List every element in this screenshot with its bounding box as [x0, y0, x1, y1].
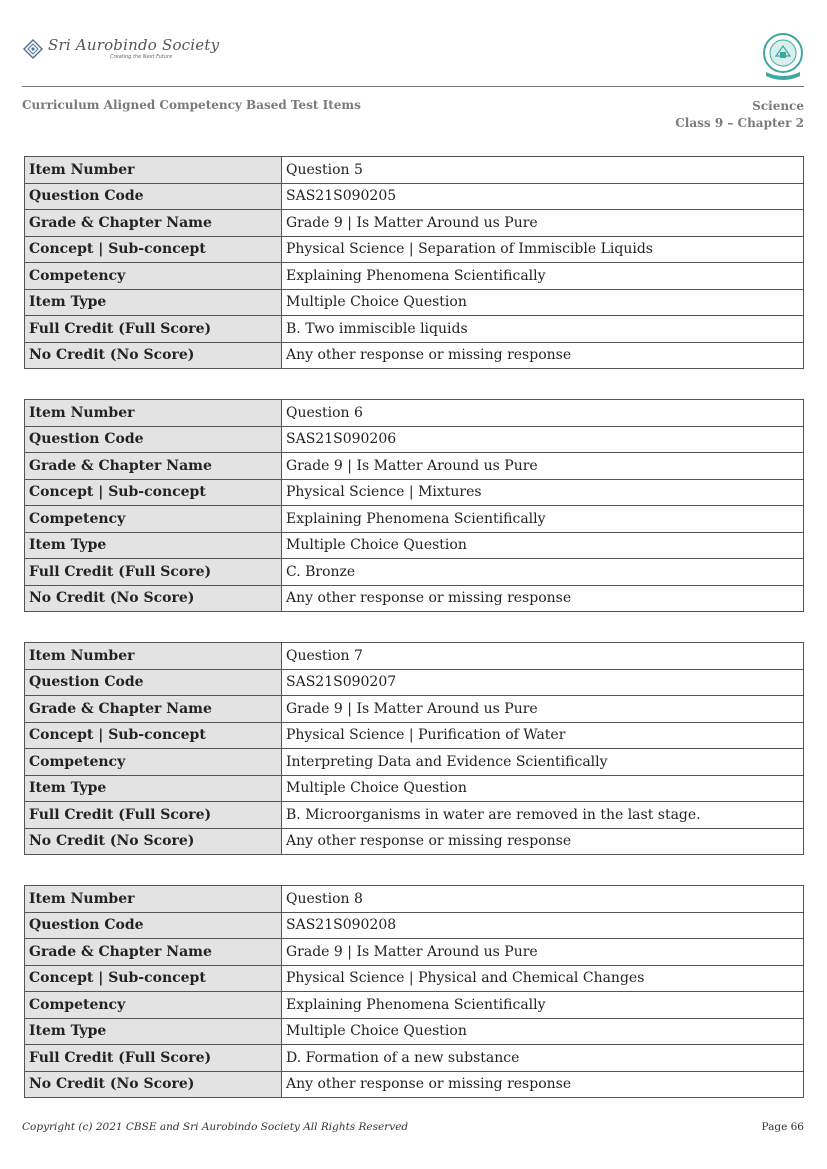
table-row [25, 1018, 804, 1045]
row-value: Grade 9 | Is Matter Around us Pure [282, 939, 804, 966]
row-value: Interpreting Data and Evidence Scientifically [282, 749, 804, 776]
row-label: Question Code [25, 912, 282, 939]
row-value: Question 5 [282, 157, 804, 184]
table-row [25, 183, 804, 210]
row-value: SAS21S090205 [282, 183, 804, 210]
row-label: Concept | Sub-concept [25, 965, 282, 992]
row-value: Physical Science | Separation of Immiscible Liquids [282, 236, 804, 263]
row-value: Multiple Choice Question [282, 289, 804, 316]
page-number: Page 66 [761, 1121, 804, 1133]
row-label: No Credit (No Score) [25, 828, 282, 855]
table-row [25, 643, 804, 670]
row-value: Any other response or missing response [282, 585, 804, 612]
row-label: Grade & Chapter Name [25, 453, 282, 480]
row-label: Item Type [25, 1018, 282, 1045]
row-value: Grade 9 | Is Matter Around us Pure [282, 696, 804, 723]
table-row [25, 289, 804, 316]
table-row [25, 506, 804, 533]
table-row [25, 342, 804, 369]
copyright-notice: Copyright (c) 2021 CBSE and Sri Aurobindo Society All Rights Reserved [22, 1121, 409, 1133]
row-value: B. Two immiscible liquids [282, 316, 804, 343]
row-label: Grade & Chapter Name [25, 939, 282, 966]
row-value: C. Bronze [282, 559, 804, 586]
header-divider [22, 86, 804, 87]
row-value: Grade 9 | Is Matter Around us Pure [282, 453, 804, 480]
table-row [25, 400, 804, 427]
row-value: Question 8 [282, 886, 804, 913]
row-label: Item Type [25, 532, 282, 559]
table-row [25, 802, 804, 829]
table-row [25, 1071, 804, 1098]
row-value: Any other response or missing response [282, 1071, 804, 1098]
table-row [25, 210, 804, 237]
row-value: SAS21S090208 [282, 912, 804, 939]
row-label: Question Code [25, 183, 282, 210]
table-row [25, 453, 804, 480]
row-label: Grade & Chapter Name [25, 210, 282, 237]
row-label: Grade & Chapter Name [25, 696, 282, 723]
table-row [25, 585, 804, 612]
row-label: Question Code [25, 669, 282, 696]
row-label: No Credit (No Score) [25, 342, 282, 369]
row-label: Full Credit (Full Score) [25, 1045, 282, 1072]
row-label: Competency [25, 263, 282, 290]
logo-name: Sri Aurobindo Society [48, 36, 220, 54]
row-label: Item Number [25, 643, 282, 670]
table-row [25, 479, 804, 506]
row-value: SAS21S090206 [282, 426, 804, 453]
row-label: Item Type [25, 289, 282, 316]
table-row [25, 775, 804, 802]
logo-tagline: Creating the Next Future [110, 54, 173, 60]
row-label: Item Number [25, 157, 282, 184]
row-value: Multiple Choice Question [282, 775, 804, 802]
row-value: Explaining Phenomena Scientifically [282, 263, 804, 290]
row-label: Item Number [25, 400, 282, 427]
table-row [25, 828, 804, 855]
row-value: Grade 9 | Is Matter Around us Pure [282, 210, 804, 237]
row-value: Physical Science | Purification of Water [282, 722, 804, 749]
table-row [25, 426, 804, 453]
row-label: Concept | Sub-concept [25, 236, 282, 263]
table-row [25, 749, 804, 776]
row-value: Multiple Choice Question [282, 1018, 804, 1045]
row-value: Explaining Phenomena Scientifically [282, 506, 804, 533]
row-value: Any other response or missing response [282, 828, 804, 855]
row-label: Full Credit (Full Score) [25, 802, 282, 829]
society-logo [22, 38, 219, 60]
row-label: No Credit (No Score) [25, 1071, 282, 1098]
class-chapter-label: Class 9 – Chapter 2 [675, 116, 804, 130]
row-label: Concept | Sub-concept [25, 479, 282, 506]
society-emblem-icon [22, 38, 44, 60]
item-table-question-7 [24, 642, 804, 855]
row-label: Competency [25, 506, 282, 533]
row-value: Explaining Phenomena Scientifically [282, 992, 804, 1019]
table-row [25, 722, 804, 749]
row-label: Question Code [25, 426, 282, 453]
subject-label: Science [752, 99, 804, 113]
table-row [25, 886, 804, 913]
row-label: No Credit (No Score) [25, 585, 282, 612]
row-value: Physical Science | Mixtures [282, 479, 804, 506]
row-label: Concept | Sub-concept [25, 722, 282, 749]
row-label: Item Type [25, 775, 282, 802]
table-row [25, 939, 804, 966]
row-value: Question 7 [282, 643, 804, 670]
table-row [25, 965, 804, 992]
subject-block [675, 98, 804, 132]
row-value: Question 6 [282, 400, 804, 427]
table-row [25, 532, 804, 559]
table-row [25, 992, 804, 1019]
table-row [25, 236, 804, 263]
row-value: D. Formation of a new substance [282, 1045, 804, 1072]
row-label: Competency [25, 749, 282, 776]
cbse-seal-icon [760, 32, 806, 82]
table-row [25, 157, 804, 184]
row-value: SAS21S090207 [282, 669, 804, 696]
row-label: Item Number [25, 886, 282, 913]
item-table-question-5 [24, 156, 804, 369]
table-row [25, 696, 804, 723]
table-row [25, 669, 804, 696]
table-row [25, 263, 804, 290]
row-label: Full Credit (Full Score) [25, 316, 282, 343]
row-value: Any other response or missing response [282, 342, 804, 369]
row-value: Multiple Choice Question [282, 532, 804, 559]
row-value: Physical Science | Physical and Chemical Changes [282, 965, 804, 992]
document-series-title: Curriculum Aligned Competency Based Test Items [22, 98, 361, 112]
table-row [25, 316, 804, 343]
table-row [25, 559, 804, 586]
row-value: B. Microorganisms in water are removed in the last stage. [282, 802, 804, 829]
table-row [25, 1045, 804, 1072]
item-table-question-6 [24, 399, 804, 612]
table-row [25, 912, 804, 939]
item-table-question-8 [24, 885, 804, 1098]
row-label: Full Credit (Full Score) [25, 559, 282, 586]
row-label: Competency [25, 992, 282, 1019]
